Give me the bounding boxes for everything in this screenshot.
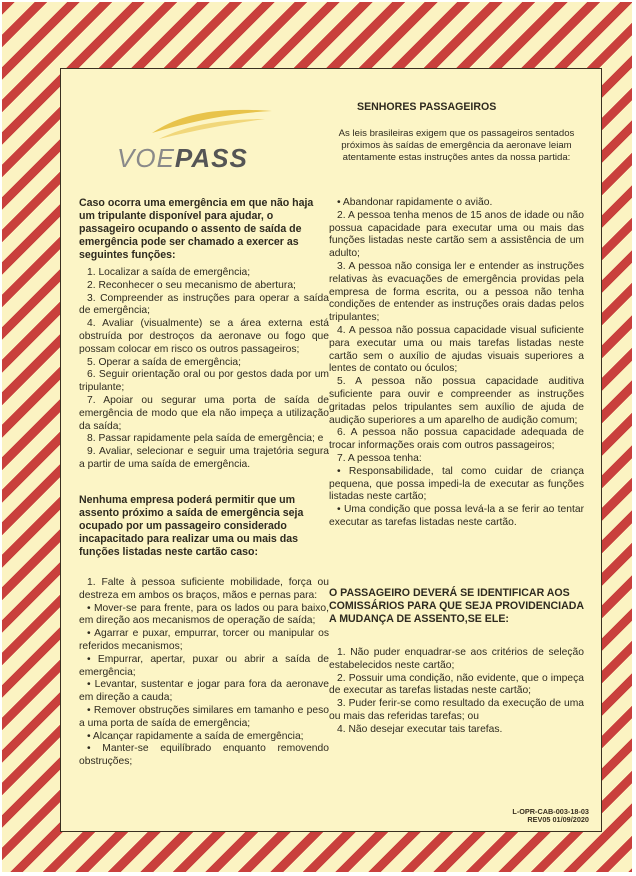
list-item: 3. A pessoa não consiga ler e entender as instruções relativas às evacuações de emergência providas pela empresa de forma escrita, ou a pessoa não tenha condições de entender as instruções orais dadas pelos tripulantes; [329,260,584,324]
list-item: 9. Avaliar, selecionar e seguir uma trajetória segura a partir de uma saída de emergência. [79,446,329,470]
document-code [512,808,589,825]
seat-restriction-rule: Nenhuma empresa poderá permitir que um assento próximo a saída de emergência seja ocupado por um passageiro considerado incapacitado para realizar uma ou mais das funções listadas neste cartão caso: [79,494,304,558]
list-item: 2. Reconhecer o seu mecanismo de abertura; [87,279,296,291]
list-item: 7. Apoiar ou segurar uma porta de saída de emergência de modo que ela não impeça a utilização da saída; [79,394,329,432]
revision-date: REV05 01/09/2020 [527,815,589,825]
list-item: • Abandonar rapidamente o avião. [337,197,493,208]
identify-conditions-list [329,647,584,737]
list-item: • Manter-se equilíbrado enquanto removendo obstruções; [79,743,329,768]
list-item: 7. A pessoa tenha: [337,452,422,464]
wing-logo-icon [147,103,277,143]
list-item: 1. Localizar a saída de emergência; [87,267,251,278]
list-item: 6. A pessoa não possua capacidade adequada de trocar informações orais com outros passageiros; [329,427,584,452]
list-item: 5. A pessoa não possua capacidade auditiva suficiente para ouvir e compreender as instruções gritadas pelos tripulantes sem auxílio de ajuda de audição superiores a um aparelho de audição comum; [329,376,584,426]
instructions-panel [60,68,602,832]
cases-list [79,577,329,769]
list-item: 4. Não desejar executar tais tarefas. [337,723,503,735]
list-item: • Empurrar, apertar, puxar ou abrir a saída de emergência; [79,653,329,678]
list-item: 3. Puder ferir-se como resultado da execução de uma ou mais das referidas tarefas; ou [329,698,584,722]
list-item: 4. Avaliar (visualmente) se a área externa está obstruída por destroços da aeronave ou fogo que possam colocar em risco os outros passageiros; [79,318,329,355]
list-item: 1. Falte à pessoa suficiente mobilidade, força ou destreza em ambos os braços, mãos e pernas para: [79,577,329,601]
voepass-logo [111,103,311,173]
list-item: 6. Seguir orientação oral ou por gestos dada por um tripulante; [79,369,329,394]
list-item: • Alcançar rapidamente a saída de emergência; [87,730,304,742]
passengers-title: SENHORES PASSAGEIROS [357,101,497,113]
list-item: 3. Compreender as instruções para operar a saída de emergência; [79,292,329,317]
emergency-intro: Caso ocorra uma emergência em que não haja um tripulante disponível para ajudar, o passageiro ocupando o assento de saída de emergência pode ser chamado a exercer as seguintes funções: [79,197,314,261]
list-item: 5. Operar a saída de emergência; [87,356,241,368]
passengers-intro: As leis brasileiras exigem que os passageiros sentados próximos às saídas de emergência da aeronave leiam atentamente estas instruções antes da nossa partida: [338,128,575,163]
list-item: 2. A pessoa tenha menos de 15 anos de idade ou não possua capacidade para executar uma ou mais das funções listadas neste cartão sem a assistência de um adulto; [329,209,584,260]
list-item: • Responsabilidade, tal como cuidar de criança pequena, que possa impedi-la de executar as funções listadas neste cartão; [329,465,584,503]
form-code: L-OPR-CAB-003-18-03 [512,806,589,816]
list-item: • Agarrar e puxar, empurrar, torcer ou manipular os referidos mecanismos; [79,628,329,652]
list-item: • Mover-se para frente, para os lados ou para baixo, em direção aos mecanismos de operação de saída; [79,602,329,627]
brand-wordmark: VOEPASS [117,143,248,173]
list-item: • Levantar, sustentar e jogar para fora da aeronave em direção a cauda; [79,679,329,704]
list-item: 4. A pessoa não possua capacidade visual suficiente para executar uma ou mais tarefas listadas neste cartão sem o auxílio de ajudas visuais superiores a lentes de contato ou óculos; [329,324,584,375]
functions-list [79,267,329,472]
list-item: • Uma condição que possa levá-la a se ferir ao tentar executar as tarefas listadas neste cartão. [329,504,584,528]
identify-heading: O PASSAGEIRO DEVERÁ SE IDENTIFICAR AOS COMISSÁRIOS PARA QUE SEJA PROVIDENCIADA A MUDANÇA DE ASSENTO,SE ELE: [329,587,584,625]
list-item: • Remover obstruções similares em tamanho e peso a uma porta de saída de emergência; [79,704,329,729]
list-item: 1. Não puder enquadrar-se aos critérios de seleção estabelecidos neste cartão; [329,647,584,671]
list-item: 8. Passar rapidamente pela saída de emergência; e [87,433,324,445]
safety-card [2,2,632,872]
list-item: 2. Possuir uma condição, não evidente, que o impeça de executar as tarefas listadas neste cartão; [329,672,584,697]
conditions-list [329,197,584,530]
